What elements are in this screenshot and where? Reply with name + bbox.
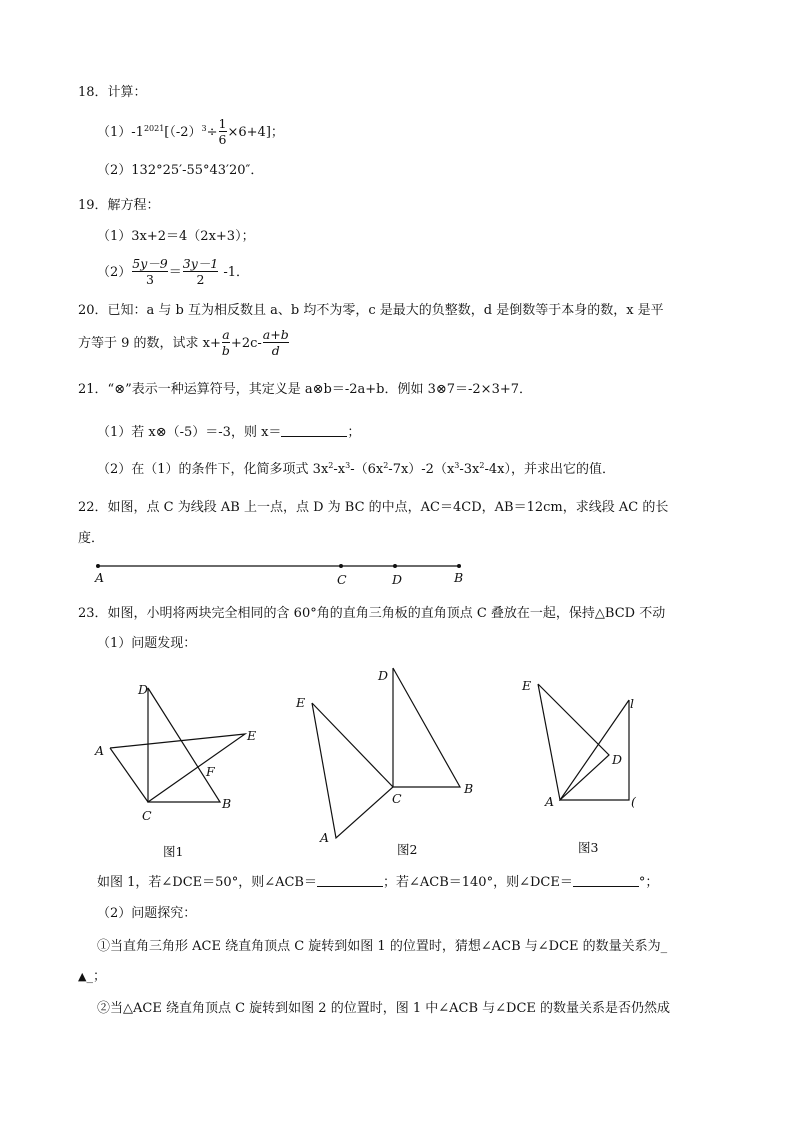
fig3-label-a: A — [545, 794, 555, 809]
q21-answer-blank[interactable] — [281, 425, 347, 437]
fig1-label-d: D — [138, 682, 149, 697]
q21-p2-f: -4x），并求出它的值． — [484, 462, 615, 477]
q20-fraction-1 — [222, 328, 230, 359]
q19-part1: （1）3x+2＝4（2x+3）； — [97, 229, 255, 244]
fig2-label-d: D — [378, 668, 389, 683]
q19-heading: 19．解方程： — [78, 198, 160, 213]
q19-frac2-den: 2 — [183, 271, 218, 287]
q18-part1-c: ÷ — [206, 124, 218, 140]
q18-part1-a: （1）-1 — [97, 124, 144, 140]
q23-blank-acb[interactable] — [317, 875, 383, 887]
q21-p2-c: -（6x — [350, 462, 384, 477]
q23-case1: ①当直角三角形 ACE 绕直角顶点 C 旋转到如图 1 的位置时，猜想∠ACB 与∠DCE 的数量关系为_ — [97, 939, 668, 954]
answer-triangle-marker: ▲ — [78, 970, 87, 983]
q19-frac1-den: 3 — [132, 271, 167, 287]
q21-exp: 2 — [383, 461, 389, 470]
fig1-caption: 图1 — [163, 844, 184, 859]
q23-case2: ②当△ACE 绕直角顶点 C 旋转到如图 2 的位置时，图 1 中∠ACB 与∠DCE 的数量关系是否仍然成 — [97, 1001, 671, 1016]
fig2-label-e: E — [296, 695, 306, 710]
q21-p2-e: -3x — [459, 462, 480, 477]
q18-part1-exp2: 3 — [201, 123, 207, 133]
q21-exp: 3 — [454, 461, 460, 470]
q23-qa: 如图 1，若∠DCE＝50°，则∠ACB＝ — [97, 875, 317, 890]
fig3-label-l: l — [630, 696, 634, 711]
q20-line2-a: 方等于 9 的数，试求 x+ — [78, 335, 221, 351]
q23-part1-head: （1）问题发现： — [97, 636, 197, 651]
fig1-triangle-ace — [110, 734, 245, 802]
label-c: C — [337, 572, 347, 587]
fig1-label-c: C — [142, 808, 152, 823]
q21-part1 — [97, 425, 360, 439]
q22-line1: 22．如图，点 C 为线段 AB 上一点，点 D 为 BC 的中点，AC＝4CD，AB＝12cm，求线段 AC 的长 — [78, 500, 669, 515]
point-a — [96, 564, 100, 568]
q23-figure-1 — [90, 680, 270, 830]
q20-line1: 20．已知：a 与 b 互为相反数且 a、b 均不为零，c 是最大的负整数，d 是倒数等于本身的数，x 是平 — [78, 303, 664, 318]
fig3-label-c: ( — [631, 794, 636, 809]
q23-blank-dce[interactable] — [573, 875, 639, 887]
point-c — [339, 564, 343, 568]
q18-part1-d: ×6+4]； — [227, 124, 284, 140]
q19-frac1-num: 5y－9 — [132, 256, 168, 271]
q23-case1-end: _； — [86, 969, 106, 984]
fig3-label-d: D — [612, 752, 623, 767]
fig1-label-e: E — [247, 728, 257, 743]
q19-part2-a: （2） — [97, 264, 132, 280]
q21-line1: 21．“⊗”表示一种运算符号，其定义是 a⊗b＝-2a+b．例如 3⊗7＝-2×3+7． — [78, 382, 533, 397]
q23-line1: 23．如图，小明将两块完全相同的含 60°角的直角三角板的直角顶点 C 叠放在一起，保持△BCD 不动 — [78, 606, 666, 621]
q22-line2: 度． — [78, 531, 105, 546]
q19-part2-b: -1． — [223, 264, 250, 280]
q21-exp: 2 — [479, 461, 485, 470]
fig3-caption: 图3 — [578, 840, 599, 855]
q21-part2 — [97, 463, 615, 476]
q21-exp: 2 — [328, 461, 334, 470]
q23-case1-cont — [78, 970, 106, 983]
label-b: B — [454, 570, 464, 585]
fig2-label-b: B — [464, 781, 474, 796]
fig1-label-b: B — [222, 796, 232, 811]
q20-frac2-den: d — [263, 342, 289, 358]
q20-fraction-2 — [263, 328, 289, 359]
label-d: D — [392, 572, 403, 587]
q21-part1-a: （1）若 x⊗（-5）＝-3，则 x＝ — [97, 425, 282, 440]
q18-part1 — [97, 117, 284, 148]
q19-fraction-2 — [183, 257, 218, 288]
q18-part1-b: [（-2） — [164, 124, 202, 140]
point-d — [393, 564, 397, 568]
q18-frac-den: 6 — [218, 132, 227, 148]
q19-equals: ＝ — [168, 264, 182, 280]
point-b — [457, 564, 461, 568]
q23-qb: ；若∠ACB＝140°，则∠DCE＝ — [382, 875, 573, 890]
q18-part2: （2）132°25′-55°43′20″． — [97, 163, 264, 178]
q19-part2 — [97, 257, 249, 288]
fig2-triangle-bcd — [393, 668, 460, 787]
q21-exp: 3 — [345, 461, 351, 470]
q18-heading: 18．计算： — [78, 85, 147, 100]
q18-frac-num: 1 — [218, 116, 227, 131]
fig2-caption: 图2 — [397, 842, 418, 857]
fig1-label-a: A — [95, 743, 105, 758]
q23-qc: °； — [638, 875, 659, 890]
q19-fraction-1 — [132, 257, 167, 288]
q21-p2-a: （2）在（1）的条件下，化简多项式 3x — [97, 462, 329, 477]
q23-figure-3 — [510, 670, 650, 820]
fig2-label-a: A — [320, 830, 330, 845]
label-a: A — [95, 570, 105, 585]
q19-frac2-num: 3y－1 — [182, 256, 219, 271]
fig3-triangle-ace — [538, 684, 609, 800]
q21-p2-b: -x — [333, 462, 346, 477]
q23-figure-2 — [290, 660, 490, 845]
q20-line2 — [78, 328, 290, 359]
fig2-triangle-ace — [312, 703, 393, 838]
q21-p2-d: -7x）-2（x — [388, 462, 455, 477]
q22-segment-figure — [90, 558, 480, 590]
fig3-label-e: E — [522, 678, 532, 693]
fig1-triangle-bcd — [148, 688, 220, 802]
fig1-label-f: F — [206, 764, 215, 779]
q18-part1-exp: 2021 — [143, 123, 165, 133]
q20-frac1-den: b — [221, 343, 230, 359]
fig2-label-c: C — [392, 791, 402, 806]
fig3-triangle-bcd — [560, 700, 629, 800]
q20-frac1-num: a — [222, 327, 230, 342]
q23-question-1 — [97, 875, 658, 889]
q20-line2-b: +2c- — [230, 335, 262, 351]
q18-fraction — [219, 117, 227, 148]
q21-part1-b: ； — [347, 425, 361, 440]
q20-frac2-num: a+b — [262, 327, 289, 342]
q23-part2-head: （2）问题探究： — [97, 906, 197, 921]
